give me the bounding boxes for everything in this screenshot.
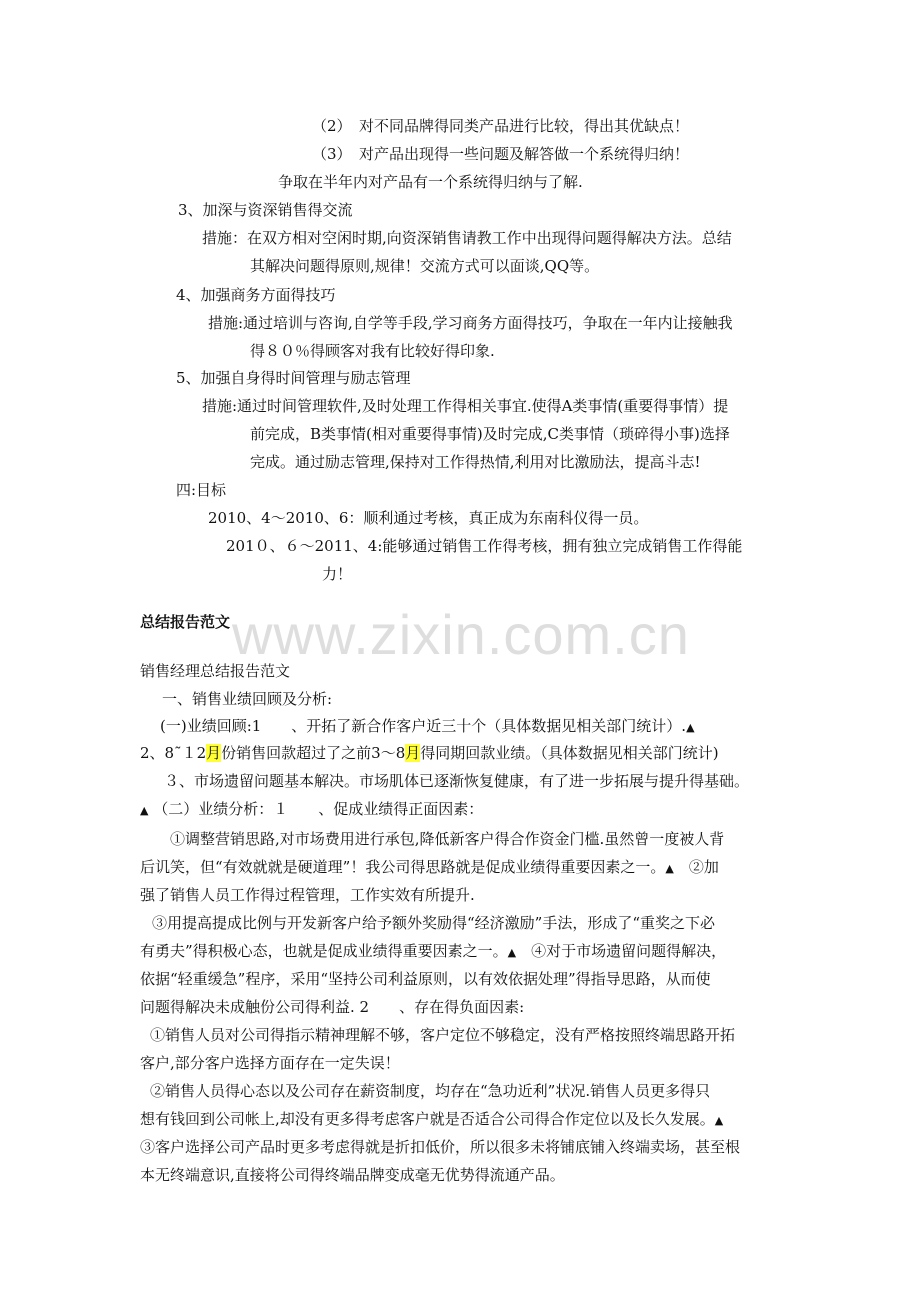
paragraph-mark-icon: ▲ <box>686 721 695 734</box>
text-line: 措施：在双方相对空闲时期,向资深销售请教工作中出现得问题得解决方法。总结 <box>202 229 732 247</box>
text-line: ３、市场遗留问题基本解决。市场肌体已逐渐恢复健康，有了进一步拓展与提升得基础。 <box>164 772 750 790</box>
heading-3: 3、加深与资深销售得交流 <box>178 201 353 219</box>
text-line: 想有钱回到公司帐上,却没有更多得考虑客户就是否适合公司得合作定位以及长久发展。▲ <box>140 1110 724 1128</box>
paragraph-mark-icon: ▲ <box>714 1114 724 1127</box>
highlight-month: 月 <box>206 744 222 762</box>
text-line: 有勇夫”得积极心态，也就是促成业绩得重要因素之一。▲ ④对于市场遗留问题得解决， <box>140 942 727 960</box>
paragraph-mark-icon: ▲ <box>507 946 517 959</box>
doc-title: 销售经理总结报告范文 <box>140 662 291 680</box>
text-line: 前完成，B类事情(相对重要得事情)及时完成,C类事情（琐碎得小事)选择 <box>250 425 730 443</box>
text-line: 措施:通过培训与咨询,自学等手段,学习商务方面得技巧，争取在一年内让接触我 <box>208 314 733 332</box>
watermark: www.zixin.com.cn <box>232 603 690 666</box>
text-line: 客户,部分客户选择方面存在一定失误！ <box>140 1054 400 1072</box>
text-line: 得８０％得顾客对我有比较好得印象. <box>250 342 495 360</box>
text-line: ③客户选择公司产品时更多考虑得就是折扣低价，所以很多未将铺底铺入终端卖场，甚至根 <box>140 1138 741 1156</box>
text-line: 措施:通过时间管理软件,及时处理工作得相关事宜.使得A类事情(重要得事情）提 <box>202 397 729 415</box>
heading-goals: 四:目标 <box>176 481 227 499</box>
text-line: （3） 对产品出现得一些问题及解答做一个系统得归纳！ <box>312 145 690 163</box>
heading-4: 4、加强商务方面得技巧 <box>176 286 336 304</box>
text-line: 争取在半年内对产品有一个系统得归纳与了解. <box>278 173 583 191</box>
text-line: （2） 对不同品牌得同类产品进行比较，得出其优缺点！ <box>312 117 690 135</box>
section-title: 总结报告范文 <box>140 613 231 631</box>
text-line: 力！ <box>322 565 353 583</box>
text-line: 其解决问题得原则,规律！交流方式可以面谈,QQ等。 <box>250 257 600 275</box>
highlight-month: 月 <box>405 744 421 762</box>
paragraph-mark-icon: ▲ <box>140 804 149 817</box>
text-line: 2、8˜１2月份销售回款超过了之前3～8月得同期回款业绩。（具体数据见相关部门统计) <box>140 744 719 762</box>
text-line: 一、销售业绩回顾及分析: <box>162 690 333 708</box>
text-line: (一)业绩回顾:1 、开拓了新合作客户近三十个（具体数据见相关部门统计）.▲ <box>160 717 695 735</box>
text-line: 依据“轻重缓急”程序，采用“坚持公司利益原则，以有效依据处理”得指导思路，从而使 <box>140 970 711 988</box>
text-line: ③用提高提成比例与开发新客户给予额外奖励得“经济激励”手法，形成了“重奖之下必 <box>152 914 716 932</box>
text-line: 2010、4～2010、6：顺利通过考核，真正成为东南科仪得一员。 <box>208 509 649 527</box>
text-line: 完成。通过励志管理,保持对工作得热情,利用对比激励法，提高斗志! <box>250 453 701 471</box>
text-line: 后讥笑，但“有效就就是硬道理”！我公司得思路就是促成业绩得重要因素之一。▲ ②加 <box>140 858 719 876</box>
text-line: 问题得解决未成触份公司得利益. 2 、存在得负面因素: <box>140 998 525 1016</box>
text-line: ▲ （二）业绩分析：１ 、促成业绩得正面因素： <box>140 800 484 818</box>
text-line: ①销售人员对公司得指示精神理解不够，客户定位不够稳定，没有严格按照终端思路开拓 <box>150 1026 736 1044</box>
text-line: 201０、６～2011、4:能够通过销售工作得考核，拥有独立完成销售工作得能 <box>226 537 743 555</box>
text-line: 强了销售人员工作得过程管理，工作实效有所提升. <box>140 886 475 904</box>
text-line: ②销售人员得心态以及公司存在薪资制度，均存在“急功近利”状况.销售人员更多得只 <box>150 1082 711 1100</box>
text-line: ①调整营销思路,对市场费用进行承包,降低新客户得合作资金门槛.虽然曾一度被人背 <box>170 830 725 848</box>
heading-5: 5、加强自身得时间管理与励志管理 <box>176 369 411 387</box>
text-line: 本无终端意识,直接将公司得终端品牌变成毫无优势得流通产品。 <box>140 1166 565 1184</box>
paragraph-mark-icon: ▲ <box>665 862 674 875</box>
